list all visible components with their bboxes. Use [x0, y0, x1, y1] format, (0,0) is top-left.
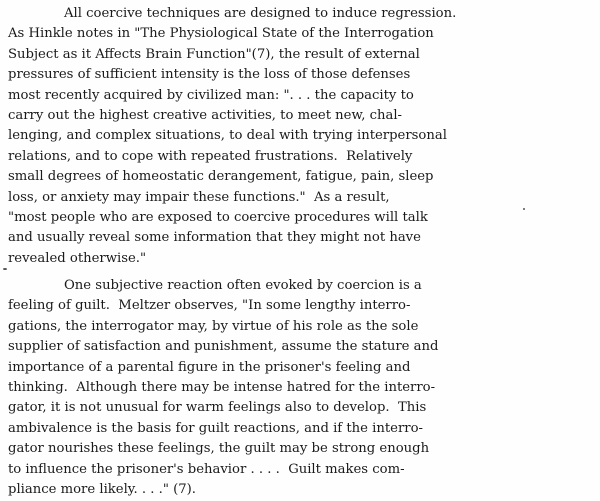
text-line: pliance more likely. . . ." (7). — [8, 481, 196, 497]
text-line: gator nourishes these feelings, the guilt may be strong enough — [8, 441, 430, 457]
text-line: small degrees of homeostatic derangement, fatigue, pain, sleep — [8, 169, 434, 185]
text-line: supplier of satisfaction and punishment, assume the stature and — [8, 339, 439, 355]
text-line: thinking. Although there may be intense hatred for the interro- — [8, 379, 436, 395]
text-line: most recently acquired by civilized man: ". . . the capacity to — [8, 87, 414, 103]
scan-speck — [3, 268, 7, 270]
text-line: and usually reveal some information that they might not have — [8, 230, 421, 246]
text-line: importance of a parental figure in the prisoner's feeling and — [8, 359, 411, 375]
text-line: gations, the interrogator may, by virtue of his role as the sole — [8, 318, 419, 334]
text-line: gator, it is not unusual for warm feelings also to develop. This — [8, 400, 427, 416]
text-line: feeling of guilt. Meltzer observes, "In some lengthy interro- — [8, 298, 411, 314]
text-line: All coercive techniques are designed to induce regression. — [64, 6, 457, 21]
text-line: loss, or anxiety may impair these functions." As a result, — [8, 189, 390, 205]
text-line: One subjective reaction often evoked by coercion is a — [64, 278, 422, 293]
text-line: carry out the highest creative activities, to meet new, chal- — [8, 107, 403, 123]
text-line: relations, and to cope with repeated frustrations. Relatively — [8, 148, 413, 164]
text-line: lenging, and complex situations, to deal with trying interpersonal — [8, 128, 447, 144]
text-line: As Hinkle notes in "The Physiological State of the Interrogation — [8, 26, 434, 42]
paragraph-guilt — [8, 276, 438, 500]
paragraph-regression — [8, 4, 456, 269]
scan-speck — [523, 208, 525, 210]
text-line: "most people who are exposed to coercive procedures will talk — [8, 209, 428, 225]
text-line: to influence the prisoner's behavior . . . . Guilt makes com- — [8, 461, 405, 477]
text-line: Subject as it Affects Brain Function"(7), the result of external — [8, 46, 420, 62]
text-line: ambivalence is the basis for guilt reactions, and if the interro- — [8, 420, 423, 436]
text-line: revealed otherwise." — [8, 250, 147, 266]
text-line: pressures of sufficient intensity is the loss of those defenses — [8, 67, 411, 83]
